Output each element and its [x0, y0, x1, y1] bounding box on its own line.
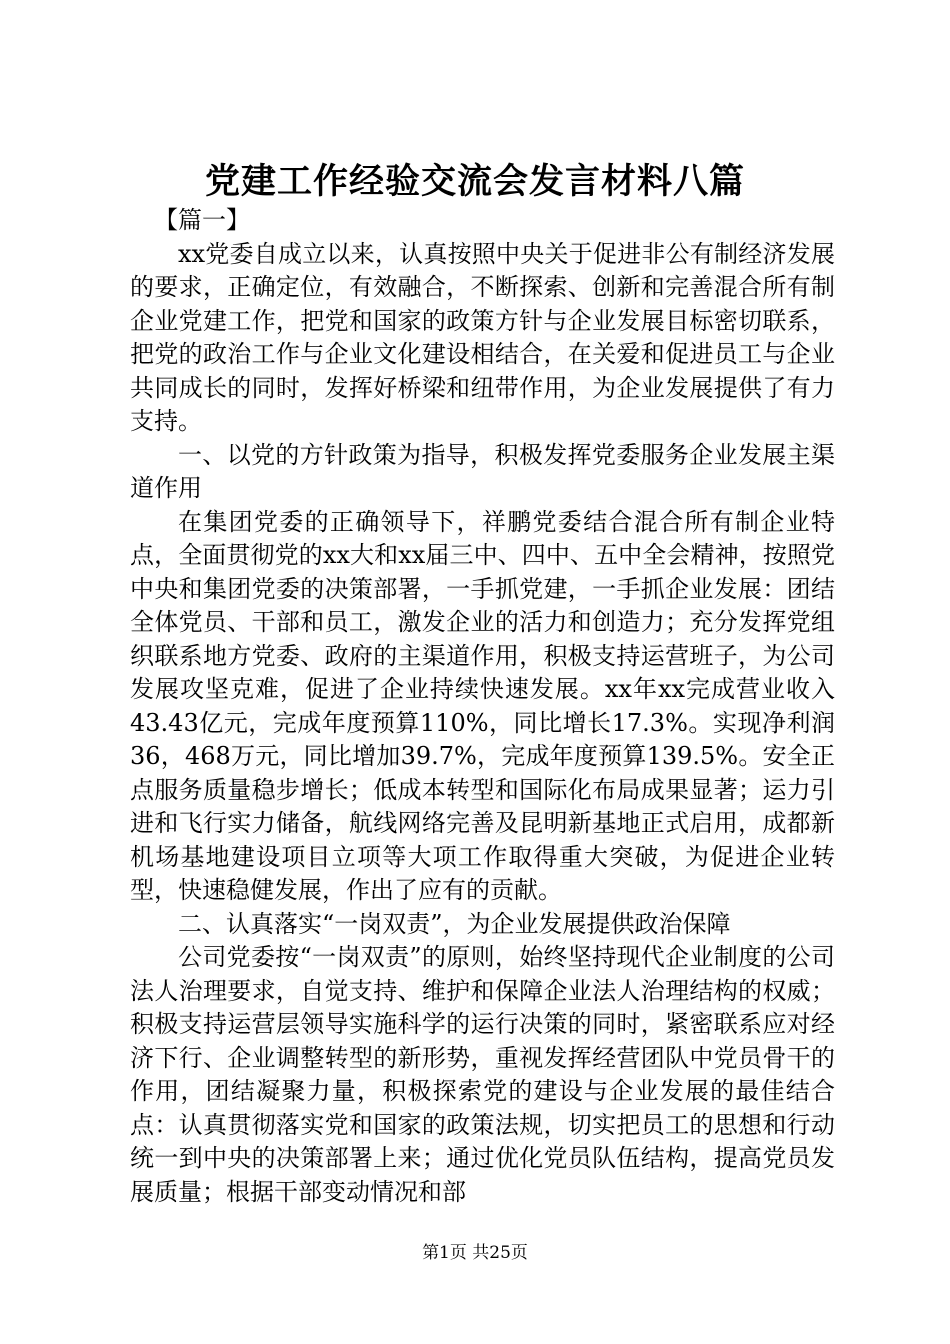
section-label: 【篇一】: [154, 206, 250, 234]
paragraph-section-one: 在集团党委的正确领导下，祥鹏党委结合混合所有制企业特点，全面贯彻党的xx大和xx届三中、四中、五中全会精神，按照党中央和集团党委的决策部署，一手抓党建，一手抓企业发展：团结全体党员、干部和员工，激发企业的活力和创造力；充分发挥党组织联系地方党委、政府的主渠道作用，积极支持运营班子，为公司发展攻坚克难，促进了企业持续快速发展。xx年xx完成营业收入43.43亿元，完成年度预算110%，同比增长17.3%。实现净利润36，468万元，同比增加39.7%，完成年度预算139.5%。安全正点服务质量稳步增长；低成本转型和国际化布局成果显著；运力引进和飞行实力储备，航线网络完善及昆明新基地正式启用，成都新机场基地建设项目立项等大项工作取得重大突破，为促进企业转型，快速稳健发展，作出了应有的贡献。: [130, 507, 835, 904]
heading-section-two: 二、认真落实“一岗双责”，为企业发展提供政治保障: [178, 909, 731, 938]
heading-section-one: 一、以党的方针政策为指导，积极发挥党委服务企业发展主渠道作用: [130, 440, 835, 502]
paragraph-section-two: 公司党委按“一岗双责”的原则，始终坚持现代企业制度的公司法人治理要求，自觉支持、维护和保障企业法人治理结构的权威；积极支持运营层领导实施科学的运行决策的同时，紧密联系应对经济下行、企业调整转型的新形势，重视发挥经营团队中党员骨干的作用，团结凝聚力量，积极探索党的建设与企业发展的最佳结合点：认真贯彻落实党和国家的政策法规，切实把员工的思想和行动统一到中央的决策部署上来；通过优化党员队伍结构，提高党员发展质量；根据干部变动情况和部: [130, 943, 835, 1206]
document-title: 党建工作经验交流会发言材料八篇: [204, 161, 745, 202]
document-body: [130, 204, 835, 1209]
page-number-footer: 第1页 共25页: [422, 1243, 528, 1263]
paragraph-intro: xx党委自成立以来，认真按照中央关于促进非公有制经济发展的要求，正确定位，有效融合，不断探索、创新和完善混合所有制企业党建工作，把党和国家的政策方针与企业发展目标密切联系，把党的政治工作与企业文化建设相结合，在关爱和促进员工与企业共同成长的同时，发挥好桥梁和纽带作用，为企业发展提供了有力支持。: [130, 239, 835, 435]
